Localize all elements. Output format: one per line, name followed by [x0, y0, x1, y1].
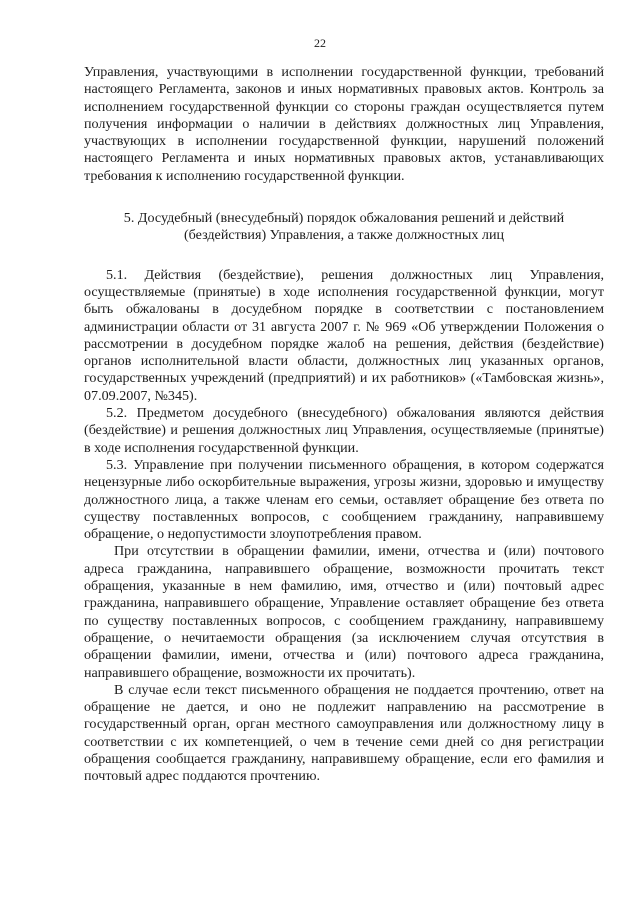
paragraph-intro: Управления, участвующими в исполнении государственной функции, требований настоящего Регламента, законов и иных нормативных правовых актов. Контроль за исполнением государственной функции со стороны граждан осуществляется путем получения информации о наличии в действиях должностных лиц Управления, участвующих в исполнении государственной функции, нарушений положений настоящего Регламента и иных нормативных правовых актов, устанавливающих требования к исполнению государственной функции. — [84, 64, 604, 184]
paragraph-5-2: 5.2. Предметом досудебного (внесудебного) обжалования являются действия (бездействие) и решения должностных лиц Управления, осуществляемые (принятые) в ходе исполнения государственной функции. — [84, 405, 604, 456]
paragraph-unreadable-text: В случае если текст письменного обращения не поддается прочтению, ответ на обращение не дается, и оно не подлежит направлению на рассмотрение в государственный орган, орган местного самоуправления или должностному лицу в соответствии с их компетенцией, о чем в течение семи дней со дня регистрации обращения сообщается гражданину, направившему обращение, если его фамилия и почтовый адрес поддаются прочтению. — [84, 681, 604, 785]
paragraph-5-1: 5.1. Действия (бездействие), решения должностных лиц Управления, осуществляемые (принятые) в ходе исполнения государственной функции, могут быть обжалованы в досудебном порядке в соответствии с постановлением администрации области от 31 августа 2007 г. № 969 «Об утверждении Положения о рассмотрении в досудебном порядке жалоб на решения, действия (бездействие) органов исполнительной власти области, должностных лиц указанных органов, государственных учреждений (предприятий) и их работников» («Тамбовская жизнь», 07.09.2007, №345). — [84, 266, 604, 404]
page-number: 22 — [314, 36, 326, 50]
section-heading: 5. Досудебный (внесудебный) порядок обжалования решений и действий (бездействия) Управления, а также должностных лиц — [123, 210, 565, 244]
page-body — [84, 64, 604, 786]
paragraph-absence-of-name: При отсутствии в обращении фамилии, имени, отчества и (или) почтового адреса гражданина, направившего обращение, возможности прочитать текст обращения, указанные в нем фамилию, имя, отчество и (или) почтовый адрес гражданина, направившего обращение, Управление оставляет обращение без ответа по существу поставленных вопросов, с сообщением гражданину, направившему обращение, о нечитаемости обращения (за исключением случая отсутствия в обращении фамилии, имени, отчества и (или) почтового адреса гражданина, направившего обращение, возможности их прочитать). — [84, 543, 604, 681]
paragraph-5-3: 5.3. Управление при получении письменного обращения, в котором содержатся нецензурные либо оскорбительные выражения, угрозы жизни, здоровью и имуществу должностного лица, а также членам его семьи, оставляет обращение без ответа по существу поставленных вопросов, с сообщением гражданину, направившему обращение, о недопустимости злоупотребления правом. — [84, 456, 604, 543]
